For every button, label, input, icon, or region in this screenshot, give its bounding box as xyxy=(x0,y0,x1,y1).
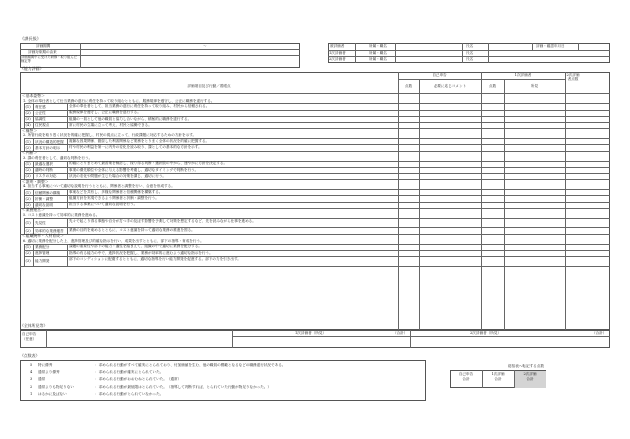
item-desc: 業務の目的を東めるとともに、コスト意識を持って適切な業務の推進を図る。 xyxy=(69,228,195,233)
overall-title: 《全体所見等》 xyxy=(20,323,48,328)
legend-score: 1 xyxy=(30,391,33,396)
overall-first-label: 1次評価者（所見） xyxy=(295,331,327,335)
overall-second-sub: （合計） xyxy=(592,331,607,335)
summary-col-second: 2次評価 xyxy=(523,372,537,376)
section-desc: 1. 全体の奉仕者として仕当業務の遂行に責任を持って取り組むとともに、服務規律を遵守し、公正に職務を遂行する。 xyxy=(23,98,215,103)
evaluator-name: 氏名 xyxy=(466,44,474,48)
ability-title: 《能力評価》 xyxy=(20,66,44,71)
legend-desc: ：求められる行動がとられていなかった。 xyxy=(95,391,164,396)
summary-col-first: 1次評価 xyxy=(491,372,505,376)
col-items-header: 評価項目及び行動／着眼点 xyxy=(187,84,231,88)
summary-sub-second: 合計 xyxy=(526,377,534,381)
overall-self-sub: （任意） xyxy=(22,337,37,341)
item-desc: 組織の一員として他の職員と協力し合いながら、積極的に職務を遂行する。 xyxy=(69,116,192,121)
item-name: 基本方針の明示 xyxy=(35,145,61,150)
section-label: 《課長級》 xyxy=(20,36,41,41)
item-desc: 状況の変化や問題が生じた場合の対策を講じ、適切に行う。 xyxy=(69,173,167,178)
item-no: (2) xyxy=(25,110,31,115)
legend-label: 通常よりも物足りない xyxy=(38,384,74,389)
item-desc: 先々で起こり得る事態や自分が打つ手の及ぼす影響を予測して対策を想定するなど、先を読みながら仕事を進める。 xyxy=(69,218,256,223)
self-header: 自己申告 xyxy=(432,73,447,77)
legend-title: 《点数表》 xyxy=(20,353,40,358)
legend-score: 4 xyxy=(30,370,33,375)
item-no: (3) xyxy=(25,259,31,263)
item-no: (3) xyxy=(25,174,31,179)
overall-second-label: 2次評価者（所見） xyxy=(470,331,502,335)
summary-sub-self: 合計 xyxy=(462,377,470,381)
item-name: リスクの対応 xyxy=(35,174,57,179)
legend-score: 5 xyxy=(30,363,33,367)
evaluator-post: 所属・職名 xyxy=(369,50,387,55)
first-score-header: 点数 xyxy=(488,84,497,88)
item-no: (1) xyxy=(25,190,31,195)
item-no: (1) xyxy=(25,161,31,166)
evaluator-role: 2次評価者 xyxy=(329,57,346,62)
item-name: 能力開発 xyxy=(35,259,50,263)
item-no: (3) xyxy=(25,117,31,122)
section-desc: 6. 適切に業務を配分した上、進捗管理及び的確な指示を行い、成果を出すとともに、部下の指導・育成を行う。 xyxy=(23,238,204,243)
overall-self-label: 自己申告 xyxy=(22,332,37,336)
item-name: 協調性 xyxy=(35,117,46,122)
item-name: 効率的な業務運営 xyxy=(35,228,64,233)
item-name: 折衝・調整 xyxy=(35,196,53,201)
section-desc: 4. 担当する事案について適切な説明を行うとともに、関係者と調整を行い、合意を形成する。 xyxy=(23,184,175,189)
item-desc: 担当する事案について適切な説明を行う。 xyxy=(69,202,138,207)
section-title: ＜判断＞ xyxy=(22,150,38,156)
item-name: 先見性 xyxy=(35,220,46,225)
section-title: ＜説明・調整＞ xyxy=(22,178,49,184)
section-title: ＜組織統率・人材育成＞ xyxy=(22,233,64,239)
summary-title: 総括表へ転記する点数 xyxy=(508,364,544,368)
item-name: 状況の構造的把握 xyxy=(35,139,64,144)
section-title: ＜構想＞ xyxy=(22,127,38,133)
overall-first-sub: （合計） xyxy=(393,331,408,335)
self-comment-header: 必要に応じコメント xyxy=(433,84,467,88)
section-desc: 2. 所管行政を取り巻く状況を的確に把握し、村民の視点に立って、行政課題に対応するための方針を示す。 xyxy=(23,133,197,138)
legend-label: はるかに及ばない xyxy=(38,391,67,396)
item-name: 住民視点 xyxy=(35,123,50,128)
reason-label: 評価対象期の由来 xyxy=(28,50,57,54)
item-desc: 課題の重要性や部下の能力・適性を踏まえて、組織の中で適切に業務を配分する。 xyxy=(69,244,202,249)
item-no: (2) xyxy=(25,168,31,173)
item-no: (2) xyxy=(25,196,31,201)
item-name: 責任感 xyxy=(35,104,46,109)
evaluator-post: 所属・職名 xyxy=(369,44,387,48)
item-name: 公正性 xyxy=(35,110,46,115)
section-desc: 3. 課の責任者として、適切な判断を行う。 xyxy=(23,155,93,160)
section-title: ＜業務運営＞ xyxy=(22,207,45,213)
period-tilde: 〜 xyxy=(203,44,207,48)
item-name: 信頼関係の構築 xyxy=(35,190,61,195)
item-desc: 事案などを共有し、多様な関係者と信頼関係を構築する。 xyxy=(69,190,163,194)
evaluator-post: 所属・職名 xyxy=(369,57,387,62)
section-title: ＜基本姿勢＞ xyxy=(22,93,45,98)
evaluator-name: 氏名 xyxy=(466,57,474,62)
legend-desc: ：求められる行動がおおむねとられていた。（通常） xyxy=(95,377,182,382)
period-label: 評価期間 xyxy=(36,44,51,48)
item-name: 業務配分 xyxy=(35,244,50,249)
legend-desc: ：求められる行動がすべて確実にとられており、付加価値を生む、他の職員の模範となるなどの職務遂行状況である。 xyxy=(95,363,286,367)
first-reason-header: 所見 xyxy=(530,84,539,88)
evaluator-role: 被評価者 xyxy=(330,44,345,48)
evaluator-date-label: 評価・確認年月日 xyxy=(536,44,565,48)
self-score-header: 点数 xyxy=(404,84,413,88)
summary-col-self: 自己申告 xyxy=(458,372,474,376)
item-desc: 的確にとりまとめて最善策を検討し、採り得る判断・選択肢の中から、速やかに方針を決定する。 xyxy=(69,161,228,166)
goal-label: 評価期間中に受けた研修・取り組んだ検定等 xyxy=(21,55,78,63)
item-no: (2) xyxy=(25,228,31,233)
second-header: 2次評価者点数 xyxy=(566,73,580,82)
item-no: (1) xyxy=(25,104,31,109)
legend-desc: ：求められる行動が確実にとられていた。 xyxy=(95,370,164,375)
item-name: 適時の判断 xyxy=(35,168,53,173)
item-no: (1) xyxy=(25,220,31,225)
item-desc: 服務規律を遵守し、公正に職務を遂行する。 xyxy=(69,110,141,115)
item-desc: 村や村民の利益を第一に内外の変化を読み取り、課としての基本的な方針を示す。 xyxy=(69,145,202,150)
legend-desc: ：求められる行動が最低限はとられていた。（指導して判断すれば、とられていた行動が物足りなかった。） xyxy=(95,384,272,389)
item-desc: 複雑な因果関係、錯綜した利害関係など業務をとりまく全体の状況を的確に把握する。 xyxy=(69,139,210,143)
section-desc: 5. コスト意識を持って効率的に業務を進める。 xyxy=(23,213,100,217)
item-name: 最適な選択 xyxy=(35,161,53,166)
item-desc: 事業の優先順位や全体に与える影響を考慮し、適切なタイミングで判断を行う。 xyxy=(69,167,199,172)
first-header: 1次評価者 xyxy=(514,73,532,77)
item-name: 進捗管理 xyxy=(35,251,50,256)
evaluator-name: 氏名 xyxy=(466,50,474,55)
summary-sub-first: 合計 xyxy=(494,377,502,381)
legend-label: 特に優秀 xyxy=(38,363,53,367)
item-desc: 全体の奉仕者として、担当業務の遂行に責任を持って取り組み、村民から信頼される。 xyxy=(69,104,210,109)
item-no: (1) xyxy=(25,244,31,249)
legend-score: 3 xyxy=(30,377,33,382)
item-desc: 常に村民の立場に立って考え、村民と協働できる。 xyxy=(69,122,152,127)
item-no: (3) xyxy=(25,202,31,207)
legend-label: 通常 xyxy=(38,377,46,382)
legend-score: 2 xyxy=(30,384,33,389)
evaluator-role: 1次評価者 xyxy=(329,50,346,55)
item-desc: 組織方針を実現できるよう関係者と折衝・調整を行う。 xyxy=(69,196,159,201)
item-no: (2) xyxy=(25,145,31,150)
item-name: 適切な説明 xyxy=(35,202,53,207)
item-desc: 部下のコンディションに配慮するとともに、適切な指導を行い能力開発を促進する。部下の力を引き出す。 xyxy=(69,256,241,261)
item-no: (2) xyxy=(25,251,31,256)
item-no: (4) xyxy=(25,123,31,128)
legend-label: 通常より優秀 xyxy=(38,370,60,375)
item-desc: 指導の有る能力の中で、進捗状況を把握し、業務が効率的に進むよう適切な指示を行う。 xyxy=(69,250,213,255)
item-no: (1) xyxy=(25,139,31,144)
